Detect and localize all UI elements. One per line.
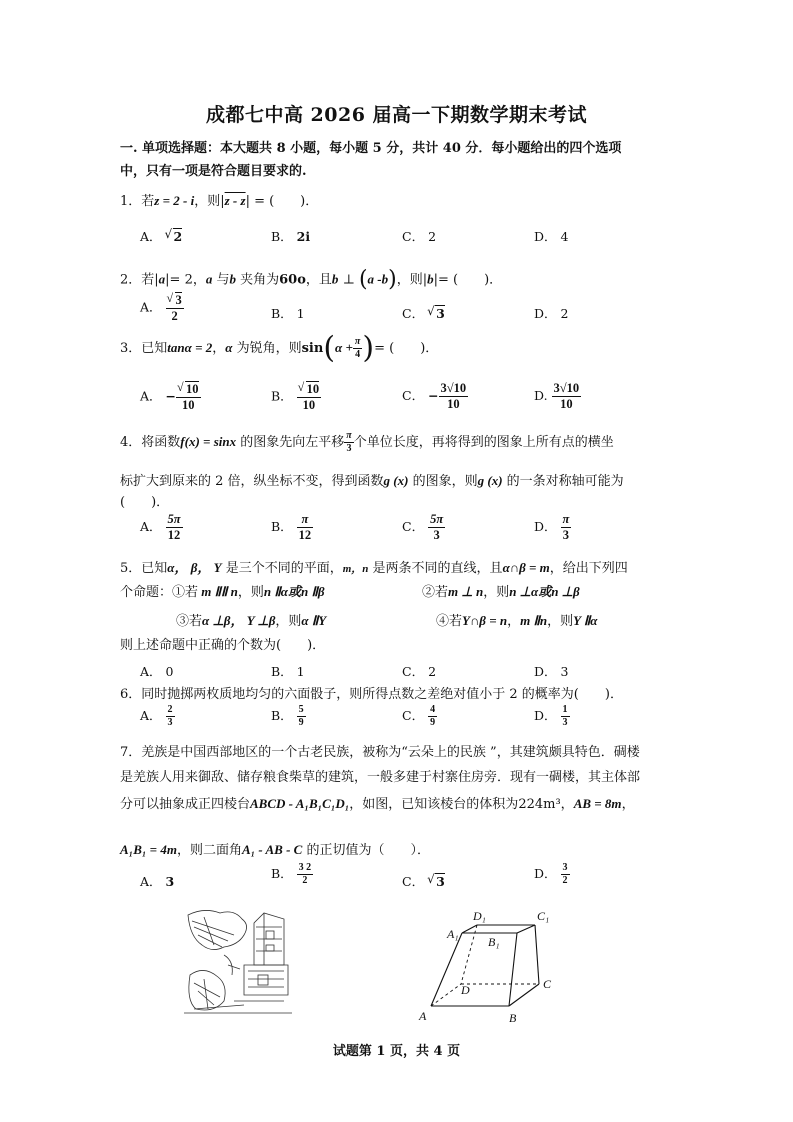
- q3-option-b[interactable]: B． √ $\frac{10}{10}$: [271, 381, 321, 413]
- label-c1: C₁: [537, 909, 550, 923]
- label-a1: A₁: [447, 927, 459, 941]
- label-d: D: [461, 983, 470, 997]
- q7-option-c[interactable]: C． √ 3: [402, 872, 445, 890]
- question-7-line-2: 是羌族人用来御敌、储存粮食柴草的建筑，一般多建于村寨住房旁．现有一碉楼，其主体部: [120, 770, 641, 785]
- tower-sketch-svg: [184, 905, 292, 1017]
- question-7-line-4: A₁B₁ = 4m，则二面角A₁ - AB - C 的正切值为（ ）．: [120, 842, 430, 858]
- q1-option-a[interactable]: A． √ 2: [140, 227, 182, 245]
- q7-option-a[interactable]: A． 3: [140, 874, 175, 889]
- edge-b1-c1: [517, 925, 535, 933]
- edge-b1-b: [509, 933, 517, 1006]
- label-d1: D₁: [473, 909, 486, 923]
- q5-option-d[interactable]: D． 3: [534, 664, 569, 679]
- frustum-svg: [415, 908, 565, 1028]
- question-5-proposition-3: ③若α ⊥β， Y ⊥β，则α ⅡY: [176, 613, 327, 629]
- question-5-proposition-2: ②若m ⊥ n，则n ⊥α或n ⊥β: [422, 584, 580, 600]
- q7-option-b[interactable]: B． $\frac{3 2}{2}$: [271, 862, 312, 886]
- q2-option-a[interactable]: A． √ $\frac{3}{2}$: [140, 292, 184, 324]
- tower-sketch-illustration: [184, 905, 292, 1017]
- q1-option-b[interactable]: B． 2i: [271, 229, 311, 244]
- question-3: 3．已知tanα = 2，α 为锐角，则sin(α + $\frac{\pi}{4}$ )= ( )．: [120, 330, 439, 366]
- label-b: B: [509, 1011, 517, 1025]
- question-5-proposition-4: ④若Y∩β = n，m Ⅱn，则Y Ⅱα: [436, 613, 598, 629]
- q4-option-d[interactable]: D． $\frac{\pi}{3}$: [534, 512, 570, 542]
- edge-b-c: [509, 984, 539, 1006]
- section-instruction-2: 中，只有一项是符合题目要求的.: [120, 164, 307, 179]
- question-7-line-1: 7．羌族是中国西部地区的一个古老民族，被称为“云朵上的民族 ”，其建筑颇具特色．碉楼: [120, 745, 640, 760]
- edge-c1-c: [535, 925, 539, 984]
- q6-option-b[interactable]: B． $\frac{5}{9}$: [271, 704, 304, 728]
- question-6: 6．同时抛掷两枚质地均匀的六面骰子，则所得点数之差绝对值小于 2 的概率为( )．: [120, 687, 623, 702]
- q2-option-c[interactable]: C． √ 3: [402, 304, 445, 322]
- question-5-line-1: 5．已知α， β， Y 是三个不同的平面，m，n 是两条不同的直线，且α∩β = m，给出下列四: [120, 560, 628, 576]
- question-4-line-2: 标扩大到原来的 2 倍，纵坐标不变，得到函数g (x) 的图象，则g (x) 的一条对称轴可能为: [120, 473, 624, 489]
- label-a: A: [419, 1009, 427, 1023]
- q2-option-d[interactable]: D． 2: [534, 306, 569, 321]
- q4-option-c[interactable]: C． $\frac{5\pi}{3}$: [402, 512, 444, 542]
- question-5-line-2: 个命题：①若 m ⅡⅡ n，则n Ⅱα或n Ⅱβ: [120, 584, 325, 600]
- page-footer: 试题第 1 页，共 4 页: [332, 1044, 461, 1059]
- q6-option-d[interactable]: D． $\frac{1}{3}$: [534, 704, 568, 728]
- q1-option-c[interactable]: C． 2: [402, 229, 437, 244]
- question-5-line-4: 则上述命题中正确的个数为( )．: [120, 638, 326, 653]
- q5-option-c[interactable]: C． 2: [402, 664, 437, 679]
- label-c: C: [543, 977, 552, 991]
- section-instruction-1: 一. 单项选择题：本大题共 8 小题，每小题 5 分，共计 40 分．每小题给出的四个选项: [120, 141, 622, 156]
- question-4-line-3: ( )．: [120, 495, 170, 510]
- q5-option-b[interactable]: B． 1: [271, 664, 305, 679]
- q3-option-c[interactable]: C． − $\frac{3√10}{10}$: [402, 381, 467, 411]
- q2-option-b[interactable]: B． 1: [271, 306, 305, 321]
- question-1: 1．若z = 2 - i，则|z - z| = ( )．: [120, 193, 319, 209]
- frustum-figure: [415, 908, 565, 1028]
- question-7-line-3: 分可以抽象成正四棱台ABCD - A₁B₁C₁D₁，如图，已知该棱台的体积为224m³，AB = 8m，: [120, 796, 635, 812]
- question-4-line-1: 4．将函数f(x) = sinx 的图象先向左平移 $\frac{\pi}{3}$ 个单位长度，再将得到的图象上所有点的横坐: [120, 430, 614, 454]
- q3-option-d[interactable]: D. $\frac{3√10}{10}$: [534, 381, 580, 411]
- q1-option-d[interactable]: D． 4: [534, 229, 569, 244]
- label-b1: B₁: [488, 935, 500, 949]
- page-title: 成都七中高 2026 届高一下期数学期末考试: [205, 104, 588, 126]
- q5-option-a[interactable]: A． 0: [140, 664, 174, 679]
- q6-option-c[interactable]: C． $\frac{4}{9}$: [402, 704, 436, 728]
- hidden-edge-d1-d: [461, 925, 477, 984]
- q6-option-a[interactable]: A． $\frac{2}{3}$: [140, 704, 173, 728]
- question-2: 2．若|a|= 2，a 与b 夹角为60o，且b ⊥ (a -b)，则|b|= ( )．: [120, 267, 503, 292]
- q4-option-b[interactable]: B． $\frac{\pi}{12}$: [271, 512, 312, 542]
- q7-option-d[interactable]: D． $\frac{3}{2}$: [534, 862, 568, 886]
- q3-option-a[interactable]: A． − √ $\frac{10}{10}$: [140, 381, 201, 413]
- q4-option-a[interactable]: A． $\frac{5\pi}{12}$: [140, 512, 181, 542]
